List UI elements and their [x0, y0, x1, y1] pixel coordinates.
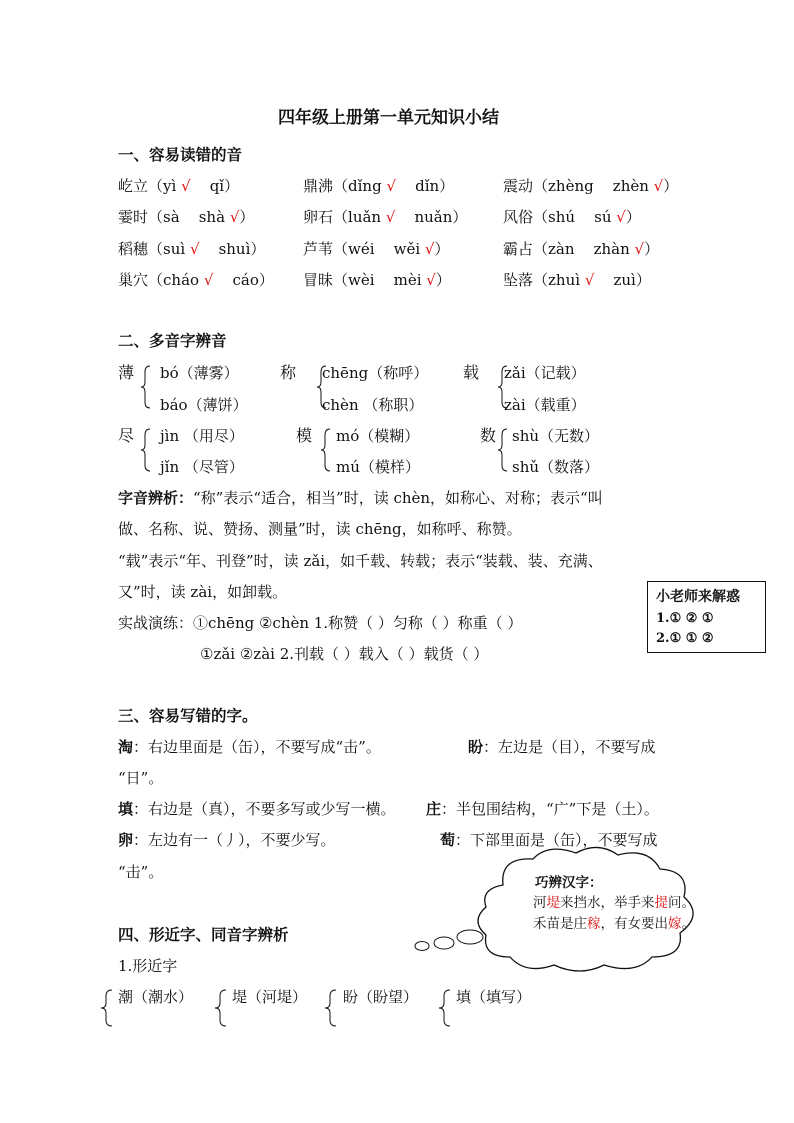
spacer [396, 177, 415, 195]
check-icon: √ [225, 208, 240, 226]
check-icon: √ [199, 271, 214, 289]
pinyin-option: dǐn） [415, 177, 455, 195]
spacer [200, 240, 219, 258]
similar-char: 填（填写） [456, 988, 532, 1006]
pinyin-option: zàn [548, 240, 575, 258]
pronunciation-item [118, 270, 274, 290]
analysis-text: “称”表示“适合，相当”时，读 chèn，如称心、对称；表示“叫 [193, 489, 603, 507]
cloud-text: 河 [533, 895, 547, 911]
analysis-line: 又”时，读 zài，如卸载。 [118, 583, 288, 601]
spacer [191, 177, 210, 195]
check-icon: √ [648, 177, 664, 195]
word: 鼎沸（ [303, 177, 349, 195]
pinyin-option: cháo [163, 271, 200, 289]
section-3-heading: 三、容易写错的字。 [118, 706, 258, 725]
polyphone-reading: chēng（称呼） [322, 364, 429, 382]
cloud-highlight: 提 [654, 895, 668, 911]
polyphone-reading: mú（模样） [336, 458, 420, 476]
pinyin-option: zhèng [548, 177, 594, 195]
similar-char: 潮（潮水） [118, 988, 194, 1006]
pinyin-option: zuì） [613, 271, 651, 289]
bracket: ） [239, 208, 255, 226]
brace-icon [140, 427, 152, 473]
note-text: ：左边有一（丿），不要少写。 [133, 831, 336, 849]
note-text: ：半包围结构，“广”下是（土）。 [441, 800, 659, 818]
bracket: ） [435, 271, 451, 289]
pronunciation-item [503, 207, 641, 227]
analysis-line: “载”表示“年、刊登”时，读 zǎi，如千载、转载；表示“装载、装、充满、 [118, 552, 603, 570]
pinyin-option: wěi [393, 240, 421, 258]
brace-icon [324, 988, 338, 1028]
check-icon: √ [629, 240, 645, 258]
spacer [180, 208, 199, 226]
pinyin-option: yì [163, 177, 177, 195]
note-text: ：右边是（真），不要多写或少写一横。 [133, 800, 396, 818]
cloud-text: 来挡水，举手来 [560, 895, 655, 911]
pinyin-option: zhuì [548, 271, 581, 289]
section-1-heading: 一、容易读错的音 [118, 145, 243, 164]
word: 冒昧（ [303, 271, 349, 289]
note-char: 萄 [440, 831, 456, 849]
cloud-highlight: 堤 [546, 895, 560, 911]
spacer [594, 177, 613, 195]
check-icon: √ [381, 208, 396, 226]
spacer [375, 271, 394, 289]
pronunciation-item [503, 176, 678, 196]
polyphone-reading: shǔ（数落） [512, 458, 600, 476]
pronunciation-item [503, 239, 659, 259]
page-title: 四年级上册第一单元知识小结 [278, 108, 499, 128]
char-note [468, 737, 656, 757]
spacer [575, 240, 594, 258]
check-icon: √ [580, 271, 595, 289]
pinyin-option: suì [163, 240, 186, 258]
polyphone-reading: báo（薄饼） [160, 396, 248, 414]
note-text: ：左边是（目），不要写成 [483, 738, 656, 756]
check-icon: √ [421, 271, 436, 289]
cloud-text: ，有女要出 [600, 916, 668, 932]
word: 巢穴（ [118, 271, 164, 289]
analysis-line: 做、名称、说、赞扬、测量”时，读 chēng，如称呼、称赞。 [118, 520, 522, 538]
note-char: 盼 [468, 738, 484, 756]
pinyin-option: shuì） [218, 240, 266, 258]
answer-line: 2.① ① ② [656, 631, 714, 646]
note-text: ：右边里面是（缶），不要写成“击”。 [133, 738, 381, 756]
section-2-heading: 二、多音字辨音 [118, 331, 227, 350]
bracket: ） [434, 240, 450, 258]
spacer [395, 208, 414, 226]
brace-icon [140, 364, 152, 410]
pinyin-option: wèi [348, 271, 375, 289]
note-text: ：下部里面是（缶），不要写成 [455, 831, 658, 849]
brace-icon [100, 988, 114, 1028]
pinyin-option: sú [594, 208, 612, 226]
pinyin-option: shú [548, 208, 576, 226]
brace-icon [497, 427, 509, 473]
polyphone-reading: zài（载重） [504, 396, 586, 414]
pinyin-option: nuǎn） [414, 208, 468, 226]
similar-char: 盼（盼望） [343, 988, 419, 1006]
polyphone-reading: zǎi（记载） [504, 364, 586, 382]
note-char: 填 [118, 800, 134, 818]
pinyin-option: luǎn [348, 208, 382, 226]
bracket: ） [663, 177, 679, 195]
cloud-text: 。 [681, 916, 695, 932]
similar-char: 堤（河堤） [232, 988, 308, 1006]
cloud-line [533, 893, 695, 913]
char-note [118, 830, 336, 850]
word: 屹立（ [118, 177, 164, 195]
practice-line: ①zǎi ②zài 2.刊载（ ）载入（ ）载货（ ） [200, 645, 489, 663]
polyphone-reading: bó（薄雾） [160, 364, 239, 382]
pinyin-option: qǐ） [209, 177, 240, 195]
pinyin-option: zhàn [593, 240, 630, 258]
pronunciation-item [303, 270, 451, 290]
cloud-highlight: 嫁 [668, 916, 682, 932]
char-note [118, 799, 396, 819]
check-icon: √ [185, 240, 200, 258]
brace-icon [214, 988, 228, 1028]
pinyin-option: cáo） [232, 271, 274, 289]
pronunciation-item [303, 176, 454, 196]
polyphone-char: 数 [480, 426, 497, 445]
word: 坠落（ [503, 271, 549, 289]
brace-icon [438, 988, 452, 1028]
char-note [426, 799, 659, 819]
pronunciation-item [303, 207, 467, 227]
practice-line: 实战演练：①chēng ②chèn 1.称赞（ ）匀称（ ）称重（ ） [118, 614, 523, 632]
char-note: “击”。 [118, 863, 164, 881]
polyphone-char: 模 [296, 426, 313, 445]
note-char: 淘 [118, 738, 134, 756]
pinyin-option: sà [163, 208, 180, 226]
polyphone-reading: mó（模糊） [336, 427, 420, 445]
word: 稻穗（ [118, 240, 164, 258]
pinyin-option: shà [198, 208, 226, 226]
answer-box [647, 581, 766, 653]
spacer [575, 208, 594, 226]
answer-line: 1.① ② ① [656, 611, 714, 626]
word: 霎时（ [118, 208, 164, 226]
note-char: 卵 [118, 831, 134, 849]
subheading: 1.形近字 [118, 957, 178, 975]
spacer [594, 271, 613, 289]
pronunciation-item [303, 239, 449, 259]
word: 风俗（ [503, 208, 549, 226]
bracket: ） [644, 240, 660, 258]
pinyin-option: zhèn [612, 177, 649, 195]
cloud-text: 问。 [668, 895, 695, 911]
check-icon: √ [381, 177, 397, 195]
polyphone-reading: jìn （用尽） [160, 427, 244, 445]
polyphone-reading: jǐn （尽管） [160, 458, 244, 476]
pronunciation-item [118, 239, 265, 259]
polyphone-char: 薄 [118, 363, 135, 382]
check-icon: √ [420, 240, 435, 258]
word: 震动（ [503, 177, 549, 195]
char-note [118, 737, 381, 757]
pronunciation-item [503, 270, 651, 290]
polyphone-char: 称 [280, 363, 297, 382]
cloud-title: 巧辨汉字： [535, 875, 603, 891]
pronunciation-item [118, 176, 239, 196]
cloud-line [533, 914, 695, 934]
bracket: ） [625, 208, 641, 226]
answer-box-title: 小老师来解惑 [656, 589, 740, 605]
word: 卵石（ [303, 208, 349, 226]
word: 霸占（ [503, 240, 549, 258]
check-icon: √ [611, 208, 626, 226]
polyphone-reading: chèn （称职） [322, 396, 424, 414]
analysis-label: 字音辨析： [118, 489, 194, 507]
pinyin-option: mèi [393, 271, 422, 289]
char-note: “日”。 [118, 769, 164, 787]
analysis-line [118, 488, 603, 508]
note-char: 庄 [426, 800, 442, 818]
polyphone-reading: shù（无数） [512, 427, 600, 445]
spacer [213, 271, 232, 289]
polyphone-char: 尽 [118, 426, 135, 445]
section-4-heading: 四、形近字、同音字辨析 [118, 925, 289, 944]
polyphone-char: 载 [463, 363, 480, 382]
check-icon: √ [176, 177, 191, 195]
pronunciation-item [118, 207, 254, 227]
spacer [375, 240, 394, 258]
brace-icon [320, 427, 332, 473]
cloud-text: 禾苗是庄 [533, 916, 587, 932]
pinyin-option: dǐng [348, 177, 382, 195]
pinyin-option: wéi [348, 240, 375, 258]
cloud-highlight: 稼 [587, 916, 601, 932]
word: 芦苇（ [303, 240, 349, 258]
